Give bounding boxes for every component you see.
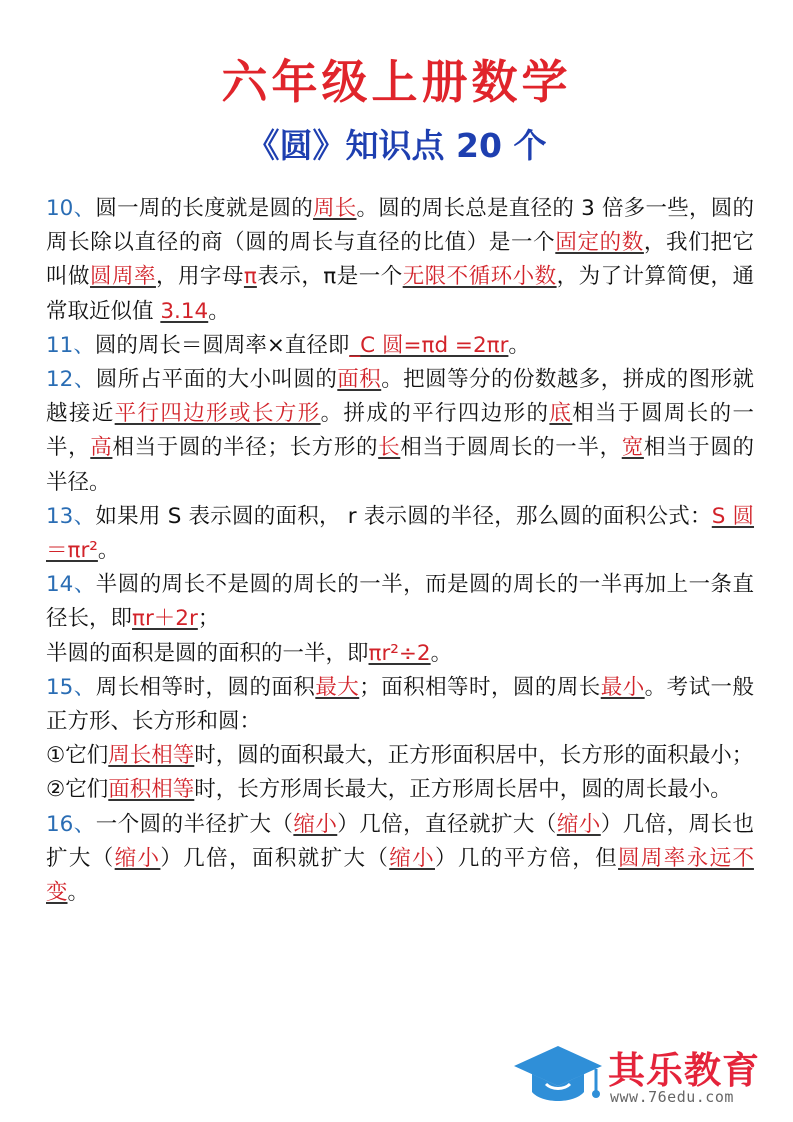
point-number: 15、 <box>46 674 96 700</box>
point-11: 11、圆的周长＝圆周率×直径即_C 圆=πd =2πr。 <box>46 332 530 358</box>
answer-fill: 最大 <box>315 674 360 700</box>
answer-fill: 缩小 <box>293 811 338 837</box>
answer-fill: 长 <box>378 435 401 461</box>
point-number: 11、 <box>46 332 95 358</box>
point-12: 12、圆所占平面的大小叫圆的面积。把圆等分的份数越多，拼成的图形就越接近平行四边形或长方形。拼成的平行四边形的底相当于圆周长的一半，高相当于圆的半径；长方形的长相当于圆周长的一半，宽相当于圆的半径。 <box>46 367 754 495</box>
point-number: 14、 <box>46 572 96 598</box>
page-title: 六年级上册数学 <box>221 55 572 109</box>
answer-fill: 圆周率永远不变 <box>46 845 754 906</box>
answer-fill: _C 圆=πd =2πr <box>349 332 509 358</box>
answer-fill: πr＋2r <box>132 606 198 632</box>
answer-fill: 缩小 <box>114 845 161 871</box>
graduation-cap-icon <box>512 1044 604 1110</box>
point-13: 13、如果用 S 表示圆的面积， r 表示圆的半径，那么圆的面积公式：S 圆＝πr²。 <box>46 503 755 564</box>
brand-url: www.76edu.com <box>610 1088 734 1106</box>
answer-fill: 固定的数 <box>555 230 644 256</box>
knowledge-points <box>46 192 754 910</box>
answer-fill: 周长 <box>312 196 357 221</box>
point-14-line-2: 半圆的面积是圆的面积的一半，即πr²÷2。 <box>46 640 453 666</box>
answer-fill: 缩小 <box>389 845 435 871</box>
answer-fill: π <box>243 264 257 290</box>
answer-fill: 面积 <box>337 367 382 393</box>
answer-fill: 宽 <box>621 435 644 461</box>
answer-fill: S 圆＝πr² <box>46 503 755 564</box>
point-15: 15、周长相等时，圆的面积最大；面积相等时，圆的周长最小。考试一般正方形、长方形和圆： <box>46 674 754 735</box>
point-14: 14、半圆的周长不是圆的周长的一半，而是圆的周长的一半再加上一条直径长，即πr＋2r； <box>46 572 754 632</box>
answer-fill: 无限不循环小数 <box>402 264 557 290</box>
answer-fill: 面积相等 <box>108 777 195 803</box>
answer-fill: πr²÷2 <box>368 640 431 666</box>
answer-fill: 圆周率 <box>89 264 156 290</box>
page-subtitle: 《圆》知识点 20 个 <box>246 126 547 165</box>
answer-fill: 缩小 <box>556 811 601 837</box>
answer-fill: 底 <box>549 401 573 427</box>
answer-fill: 3.14 <box>160 298 209 324</box>
point-15-sub-2: ②它们面积相等时，长方形周长最大，正方形周长居中，圆的周长最小。 <box>46 777 732 803</box>
point-16: 16、一个圆的半径扩大（缩小）几倍，直径就扩大（缩小）几倍，周长也扩大（缩小）几倍，面积就扩大（缩小）几的平方倍，但圆周率永远不变。 <box>46 811 754 906</box>
point-15-sub-1: ①它们周长相等时，圆的面积最大，正方形面积居中，长方形的面积最小； <box>46 743 754 769</box>
answer-fill: 周长相等 <box>108 743 195 769</box>
answer-fill: 最小 <box>600 674 645 700</box>
point-number: 16、 <box>46 811 96 837</box>
point-number: 12、 <box>46 367 96 393</box>
brand-logo <box>512 1040 787 1115</box>
point-10: 10、圆一周的长度就是圆的周长。圆的周长总是直径的 3 倍多一些，圆的周长除以直径的商（圆的周长与直径的比值）是一个固定的数，我们把它叫做圆周率，用字母π表示，π是一个无限不循环小数，为了计算简便，通常取近似值 3.14。 <box>46 196 754 324</box>
answer-fill: 高 <box>90 435 113 461</box>
point-number: 10、 <box>46 196 96 221</box>
answer-fill: 平行四边形或长方形 <box>114 401 321 427</box>
brand-name: 其乐教育 <box>608 1049 760 1092</box>
point-number: 13、 <box>46 503 96 529</box>
